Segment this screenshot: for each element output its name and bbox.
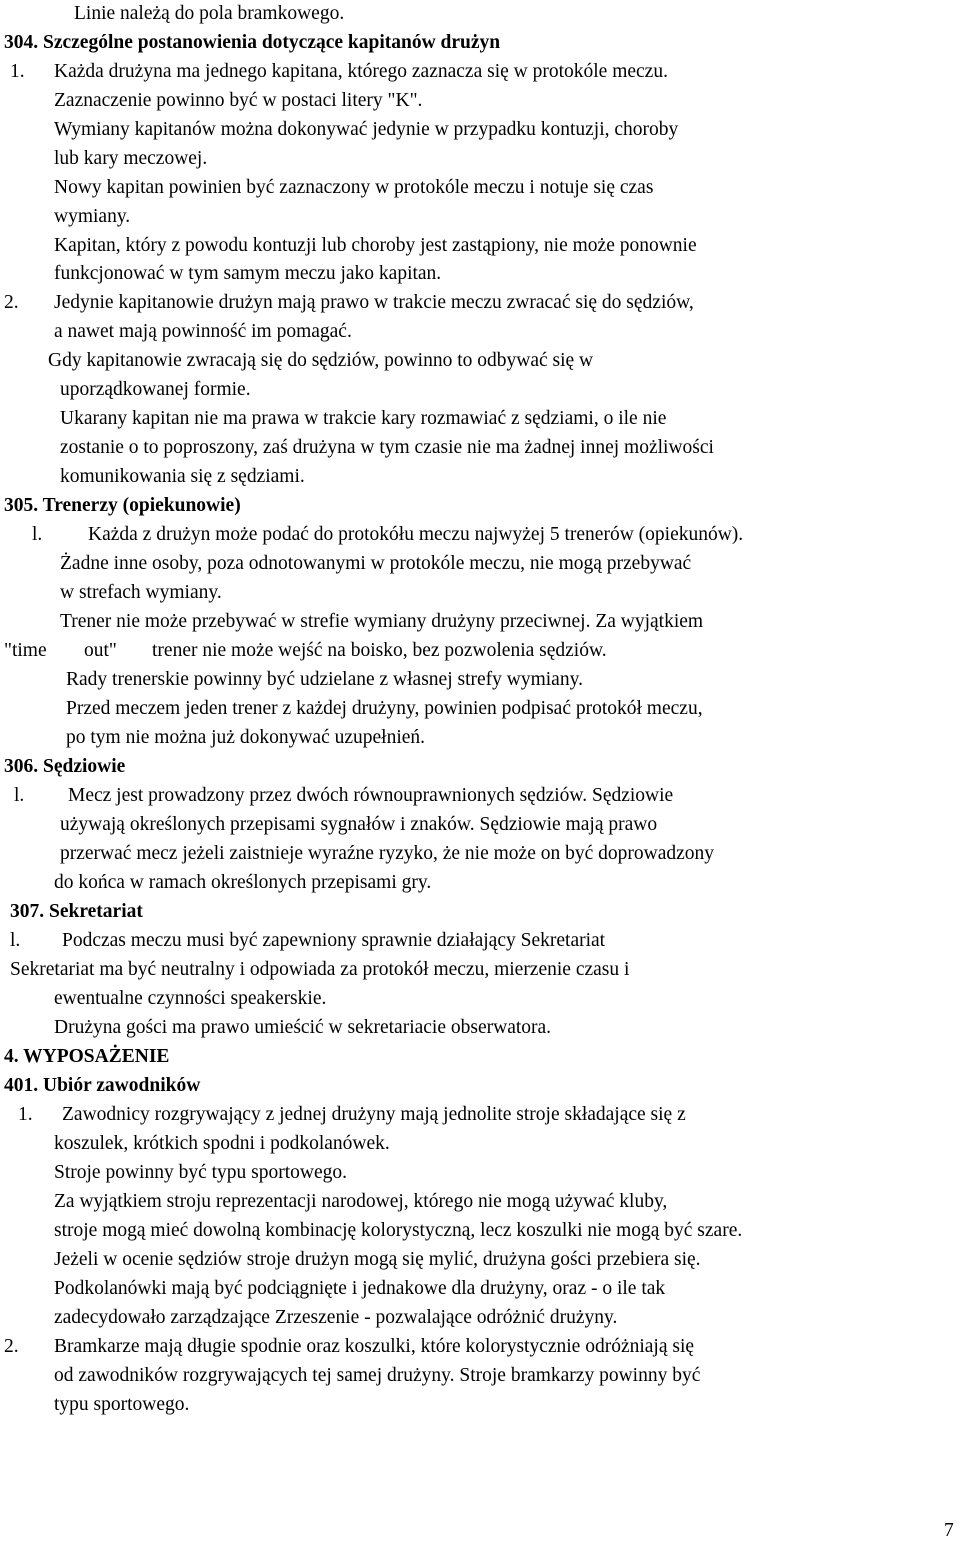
list-number: 1. — [10, 61, 25, 82]
text-line: Żadne inne osoby, poza odnotowanymi w protokóle meczu, nie mogą przebywać — [60, 553, 692, 574]
text-line: Kapitan, który z powodu kontuzji lub choroby jest zastąpiony, nie może ponownie — [54, 235, 697, 256]
text-line: Każda drużyna ma jednego kapitana, którego zaznacza się w protokóle meczu. — [54, 61, 668, 82]
section-heading-305: 305. Trenerzy (opiekunowie) — [4, 495, 241, 516]
text-line: Przed meczem jeden trener z każdej drużyny, powinien podpisać protokół meczu, — [66, 698, 703, 719]
section-heading-307: 307. Sekretariat — [10, 901, 143, 922]
text-line: Zawodnicy rozgrywający z jednej drużyny mają jednolite stroje składające się z — [62, 1104, 686, 1125]
text-line: Stroje powinny być typu sportowego. — [54, 1162, 348, 1183]
page-number: 7 — [944, 1520, 954, 1541]
text-line: Sekretariat ma być neutralny i odpowiada za protokół meczu, mierzenie czasu i — [10, 959, 630, 980]
text-line: Mecz jest prowadzony przez dwóch równouprawnionych sędziów. Sędziowie — [68, 785, 674, 806]
text-line: Bramkarze mają długie spodnie oraz koszulki, które kolorystycznie odróżniają się — [54, 1336, 695, 1357]
text-line: Linie należą do pola bramkowego. — [74, 3, 345, 24]
text-line: stroje mogą mieć dowolną kombinację kolorystyczną, lecz koszulki nie mogą być szare. — [54, 1220, 743, 1241]
list-number: 2. — [4, 292, 19, 313]
text-line: uporządkowanej formie. — [60, 379, 251, 400]
text-line: od zawodników rozgrywających tej samej drużyny. Stroje bramkarzy powinny być — [54, 1365, 701, 1386]
text-line: Jedynie kapitanowie drużyn mają prawo w trakcie meczu zwracać się do sędziów, — [54, 292, 694, 313]
text-line: komunikowania się z sędziami. — [60, 466, 305, 487]
text-line: ewentualne czynności speakerskie. — [54, 988, 327, 1009]
list-number: 1. — [18, 1104, 33, 1125]
text-line: zadecydowało zarządzające Zrzeszenie - pozwalające odróżnić drużyny. — [54, 1307, 618, 1328]
text-line: do końca w ramach określonych przepisami gry. — [54, 872, 432, 893]
text-line: Trener nie może przebywać w strefie wymiany drużyny przeciwnej. Za wyjątkiem — [60, 611, 704, 632]
text-line: w strefach wymiany. — [60, 582, 222, 603]
text-line: lub kary meczowej. — [54, 148, 208, 169]
text-line: trener nie może wejść na boisko, bez pozwolenia sędziów. — [152, 640, 607, 661]
text-line: Zaznaczenie powinno być w postaci litery "K". — [54, 90, 423, 111]
chapter-heading-4: 4. WYPOSAŻENIE — [4, 1046, 170, 1067]
text-line: Każda z drużyn może podać do protokółu meczu najwyżej 5 trenerów (opiekunów). — [88, 524, 744, 545]
text-line: zostanie o to poproszony, zaś drużyna w tym czasie nie ma żadnej innej możliwości — [60, 437, 714, 458]
section-heading-401: 401. Ubiór zawodników — [4, 1075, 201, 1096]
list-number: 2. — [4, 1336, 19, 1357]
text-line: po tym nie można już dokonywać uzupełnień. — [66, 727, 426, 748]
text-line: wymiany. — [54, 206, 131, 227]
text-fragment: "time — [4, 640, 47, 661]
text-line: typu sportowego. — [54, 1394, 190, 1415]
text-line: Drużyna gości ma prawo umieścić w sekretariacie obserwatora. — [54, 1017, 552, 1038]
text-line: Rady trenerskie powinny być udzielane z własnej strefy wymiany. — [66, 669, 583, 690]
text-line: Wymiany kapitanów można dokonywać jedynie w przypadku kontuzji, choroby — [54, 119, 679, 140]
text-line: Nowy kapitan powinien być zaznaczony w protokóle meczu i notuje się czas — [54, 177, 654, 198]
text-line: używają określonych przepisami sygnałów i znaków. Sędziowie mają prawo — [60, 814, 658, 835]
text-line: funkcjonować w tym samym meczu jako kapitan. — [54, 263, 442, 284]
text-line: Za wyjątkiem stroju reprezentacji narodowej, którego nie mogą używać kluby, — [54, 1191, 668, 1212]
list-number: l. — [14, 785, 25, 806]
text-line: koszulek, krótkich spodni i podkolanówek. — [54, 1133, 390, 1154]
text-fragment: out" — [84, 640, 117, 661]
section-heading-304: 304. Szczególne postanowienia dotyczące kapitanów drużyn — [4, 32, 501, 53]
text-line: Jeżeli w ocenie sędziów stroje drużyn mogą się mylić, drużyna gości przebiera się. — [54, 1249, 701, 1270]
text-line: Ukarany kapitan nie ma prawa w trakcie kary rozmawiać z sędziami, o ile nie — [60, 408, 667, 429]
text-line: Podczas meczu musi być zapewniony sprawnie działający Sekretariat — [62, 930, 606, 951]
text-line: Gdy kapitanowie zwracają się do sędziów, powinno to odbywać się w — [48, 350, 594, 371]
text-line: przerwać mecz jeżeli zaistnieje wyraźne ryzyko, że nie może on być doprowadzony — [60, 843, 715, 864]
text-line: Podkolanówki mają być podciągnięte i jednakowe dla drużyny, oraz - o ile tak — [54, 1278, 666, 1299]
section-heading-306: 306. Sędziowie — [4, 756, 126, 777]
list-number: l. — [32, 524, 43, 545]
text-line: a nawet mają powinność im pomagać. — [54, 321, 352, 342]
list-number: l. — [10, 930, 21, 951]
